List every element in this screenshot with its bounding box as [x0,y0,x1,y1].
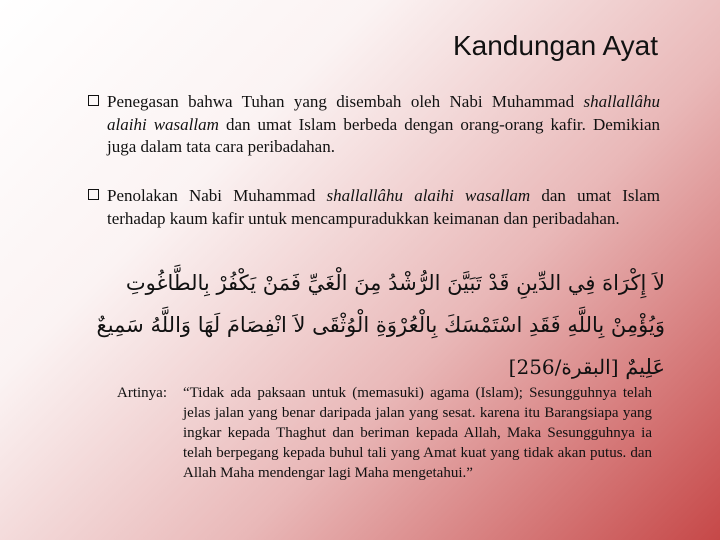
slide-title: Kandungan Ayat [452,30,658,61]
bullet-text-post: dan umat Islam berbeda dengan orang-orang kafir. Demikian juga dalam tata cara peribadahan. [107,114,660,156]
bullet-text-italic: shallallâhu alaihi wasallam [107,92,660,134]
bullet-text-post: dan umat Islam terhadap kaum kafir untuk mencampuradukkan keimanan dan peribadahan. [107,186,661,228]
bullet-text-pre: Penegasan bahwa Tuhan yang disembah oleh Nabi Muhammad [107,92,584,111]
arabic-verse [75,262,665,388]
translation-label: Artinya: [117,385,167,401]
verse-text: لاَ إِكْرَاهَ فِي الدِّينِ قَدْ تَبَيَّنَ الرُّشْدُ مِنَ الْغَيِّ فَمَنْ يَكْفُرْ بِالطَّاغُوتِ وَيُؤْمِنْ بِاللَّهِ فَقَدِ اسْتَمْسَكَ بِالْعُرْوَةِ الْوُثْقَى لاَ انْفِصَامَ لَهَا وَاللَّهُ سَمِيعٌ عَلِيمٌ [96,271,665,379]
surah-reference: [البقرة/256] [508,355,619,379]
bullet-text [107,185,660,230]
bullet-text [107,91,660,159]
translation-block [117,383,652,483]
checkbox-bullet-icon [88,95,99,106]
bullet-text-italic: shallallâhu alaihi wasallam [326,186,531,205]
translation-text: “Tidak ada paksaan untuk (memasuki) agama (Islam); Sesungguhnya telah jelas jalan yang benar daripada jalan yang sesat. karena itu Barangsiapa yang ingkar kepada Thaghut dan beriman kepada Allah, Maka Sesungguhnya ia telah berpegang kepada buhul tali yang Amat kuat yang tidak akan putus. dan Allah Maha mendengar lagi Maha mengetahui.” [183,385,652,481]
checkbox-bullet-icon [88,189,99,200]
bullet-penolakan [88,185,660,230]
bullet-text-pre: Penolakan Nabi Muhammad [107,186,327,205]
bullet-penegasan [88,91,660,159]
